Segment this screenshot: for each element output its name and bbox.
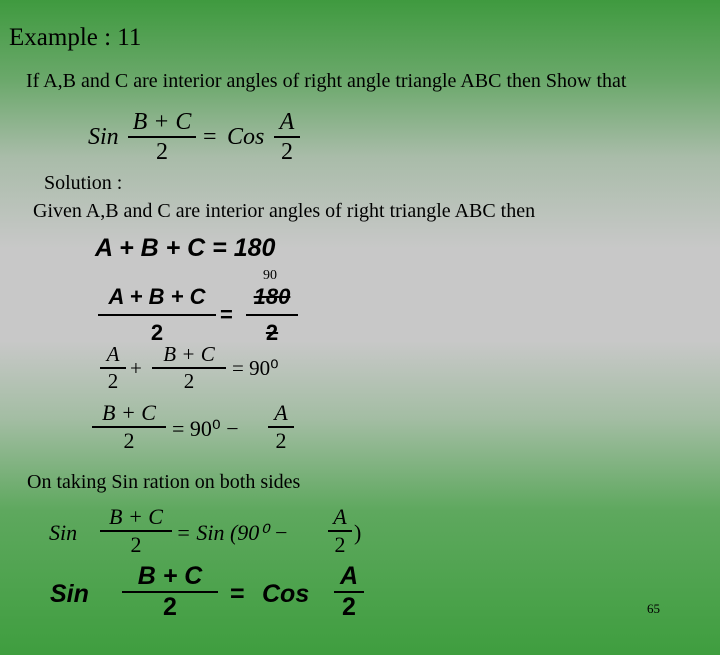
step2-den-right: 2 — [265, 320, 279, 345]
step3-rhs: = 90⁰ — [232, 356, 279, 380]
final-equals: = — [230, 580, 245, 608]
step3-den-bc: 2 — [183, 369, 195, 393]
step5-num-left: B + C — [109, 504, 163, 529]
goal-sin: Sin — [88, 124, 119, 150]
fraction-bar — [274, 136, 300, 138]
step2-num-right: 180 — [253, 284, 291, 309]
final-sin: Sin — [50, 580, 89, 608]
goal-frac-right — [274, 110, 300, 164]
step3-num-a: A — [106, 342, 120, 366]
goal-den-left: 2 — [156, 139, 168, 165]
final-num-left: B + C — [137, 562, 203, 590]
step5-den-left: 2 — [130, 532, 142, 557]
final-frac-left — [122, 564, 218, 620]
step3-num-bc: B + C — [163, 342, 215, 366]
goal-cos: Cos — [227, 124, 265, 150]
goal-num-left: B + C — [132, 109, 192, 135]
step3-den-a: 2 — [107, 369, 119, 393]
step4-den-bc: 2 — [123, 428, 135, 453]
step2-frac-right — [246, 286, 298, 344]
step4-den-a: 2 — [275, 428, 287, 453]
step1-equation: A + B + C = 180 — [95, 234, 276, 262]
step2-den-left: 2 — [150, 320, 164, 345]
goal-den-right: 2 — [281, 139, 293, 165]
step3-frac-bc — [152, 344, 226, 392]
final-den-right: 2 — [342, 593, 356, 621]
final-num-right: A — [339, 562, 359, 590]
step4-frac-a — [268, 402, 294, 452]
step5-mid: = Sin (90⁰ − — [176, 520, 289, 545]
final-frac-right — [334, 564, 364, 620]
goal-frac-left — [128, 110, 196, 164]
step2-num-left: A + B + C — [108, 284, 206, 309]
fraction-bar — [98, 314, 216, 316]
step5-close-paren: ) — [354, 520, 362, 545]
step4-frac-bc — [92, 402, 166, 452]
step5-num-right: A — [333, 504, 347, 529]
goal-equals: = — [203, 124, 217, 150]
step2-frac-left — [98, 286, 216, 344]
step5-frac-left — [100, 506, 172, 556]
step4-mid: = 90⁰ − — [172, 416, 239, 441]
step3-plus: + — [130, 356, 142, 380]
step5-frac-right — [328, 506, 352, 556]
taking-sin-statement: On taking Sin ration on both sides — [27, 471, 301, 493]
problem-statement: If A,B and C are interior angles of right angle triangle ABC then Show that — [26, 70, 627, 92]
step5-den-right: 2 — [334, 532, 346, 557]
slide-title: Example : 11 — [9, 24, 142, 51]
step3-frac-a — [100, 344, 126, 392]
step5-sin: Sin — [49, 520, 78, 545]
step4-num-bc: B + C — [102, 400, 156, 425]
solution-label: Solution : — [44, 172, 123, 194]
goal-num-right: A — [279, 109, 295, 135]
step2-equals: = — [220, 302, 233, 327]
fraction-bar — [246, 314, 298, 316]
step2-cancel-note: 90 — [263, 268, 277, 283]
step4-num-a: A — [274, 400, 288, 425]
fraction-bar — [128, 136, 196, 138]
given-statement: Given A,B and C are interior angles of right triangle ABC then — [33, 200, 536, 222]
page-number: 65 — [647, 601, 660, 616]
final-cos: Cos — [262, 580, 310, 608]
final-den-left: 2 — [163, 593, 177, 621]
